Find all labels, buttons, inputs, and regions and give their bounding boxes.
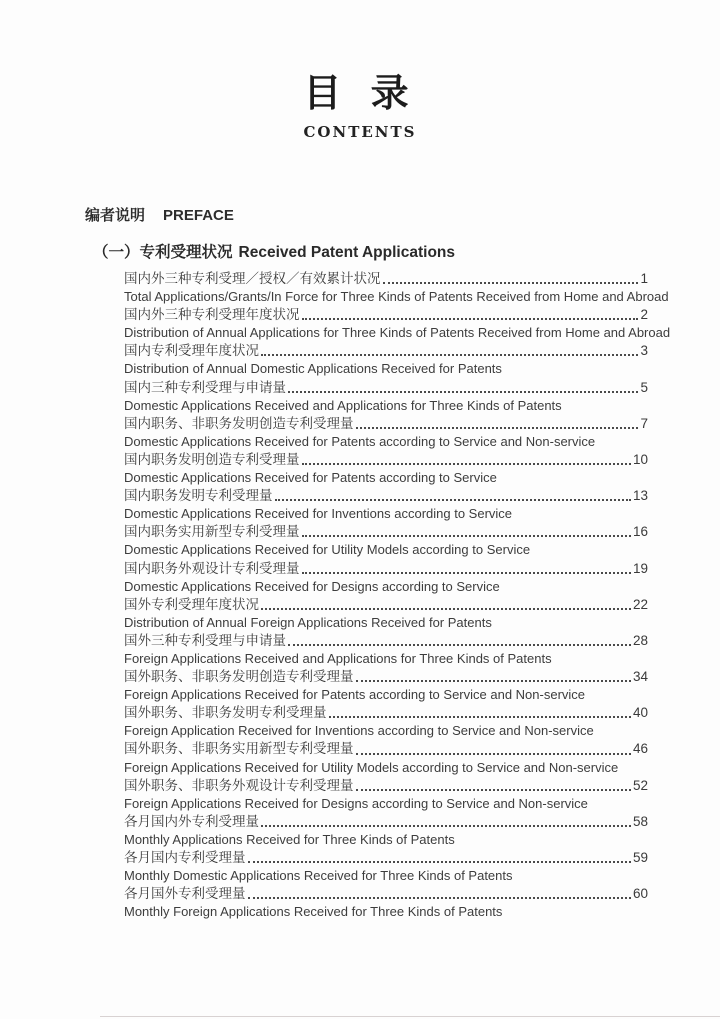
- toc-entry: [124, 596, 648, 632]
- entry-page-number: 59: [632, 850, 648, 865]
- dot-leader: [275, 499, 631, 501]
- dot-leader: [288, 644, 631, 646]
- entry-title-zh: 各月国内外专利受理量: [124, 813, 259, 829]
- toc-entry: [124, 777, 648, 813]
- page-subtitle: CONTENTS: [303, 123, 417, 141]
- entry-title-zh: 国外三种专利受理与申请量: [124, 632, 286, 648]
- dot-leader: [261, 825, 631, 827]
- page-title: 目 录: [303, 70, 417, 115]
- entry-title-zh: 国外职务、非职务实用新型专利受理量: [124, 741, 354, 757]
- entry-page-number: 28: [632, 632, 648, 648]
- entry-title-zh: 国外职务、非职务发明创造专利受理量: [124, 669, 354, 685]
- entry-title-en: Foreign Applications Received for Utility Models according to Service and Non-service: [124, 759, 619, 775]
- toc-entry: [124, 704, 648, 740]
- section-heading: [93, 240, 720, 262]
- section-title-en: Received Patent Applications: [238, 244, 456, 261]
- dot-leader: [356, 680, 631, 682]
- dot-leader: [302, 463, 631, 465]
- section-title-zh: （一）专利受理状况: [93, 244, 233, 261]
- entry-title-en: Foreign Application Received for Inventions according to Service and Non-service: [124, 723, 594, 739]
- toc-entry: [124, 885, 648, 921]
- dot-leader: [248, 861, 631, 863]
- toc-entry: [124, 813, 648, 849]
- entry-title-en: Distribution of Annual Domestic Applications Received for Patents: [124, 361, 502, 377]
- entry-page-number: 52: [632, 777, 648, 793]
- toc-entry: [124, 379, 648, 415]
- toc-entry: [124, 740, 648, 776]
- toc-entry: [124, 451, 648, 487]
- preface-label-zh: 编者说明: [85, 207, 146, 224]
- dot-leader: [356, 789, 631, 791]
- entry-title-en: Foreign Applications Received for Designs according to Service and Non-service: [124, 795, 588, 811]
- entry-page-number: 3: [640, 343, 648, 359]
- entry-page-number: 34: [632, 669, 648, 685]
- toc-entries: [124, 270, 671, 921]
- toc-entry: [124, 342, 648, 378]
- dot-leader: [261, 608, 631, 610]
- dot-leader: [383, 282, 639, 284]
- entry-title-zh: 各月国外专利受理量: [124, 886, 246, 902]
- entry-title-en: Domestic Applications Received for Utility Models according to Service: [124, 542, 531, 558]
- entry-title-zh: 国内职务发明创造专利受理量: [124, 451, 300, 467]
- entry-title-en: Domestic Applications Received for Inventions according to Service: [124, 506, 513, 522]
- entry-title-zh: 国内专利受理年度状况: [124, 343, 259, 359]
- preface-heading: [85, 204, 720, 225]
- toc-entry: [124, 560, 648, 596]
- entry-title-en: Monthly Applications Received for Three Kinds of Patents: [124, 831, 455, 847]
- entry-page-number: 13: [632, 488, 648, 504]
- dot-leader: [356, 427, 639, 429]
- entry-page-number: 1: [640, 271, 648, 286]
- dot-leader: [248, 897, 631, 899]
- toc-entry: [124, 270, 669, 306]
- dot-leader: [261, 354, 638, 356]
- entry-title-zh: 国内三种专利受理与申请量: [124, 379, 286, 395]
- entry-page-number: 19: [632, 560, 648, 576]
- entry-page-number: 22: [632, 596, 648, 612]
- page-edge-shadow: [100, 1016, 720, 1017]
- entry-page-number: 40: [632, 705, 648, 721]
- dot-leader: [302, 318, 639, 320]
- entry-page-number: 46: [632, 741, 648, 757]
- dot-leader: [302, 535, 631, 537]
- entry-title-zh: 国内外三种专利受理年度状况: [124, 307, 300, 323]
- toc-entry: [124, 415, 648, 451]
- entry-title-en: Domestic Applications Received for Designs according to Service: [124, 578, 500, 594]
- dot-leader: [329, 716, 631, 718]
- entry-title-zh: 国内职务外观设计专利受理量: [124, 560, 300, 576]
- entry-title-zh: 国内职务、非职务发明创造专利受理量: [124, 415, 354, 431]
- toc-entry: [124, 306, 671, 342]
- entry-page-number: 10: [632, 451, 648, 467]
- entry-title-en: Domestic Applications Received for Patents according to Service and Non-service: [124, 433, 596, 449]
- toc-entry: [124, 487, 648, 523]
- entry-page-number: 16: [632, 524, 648, 540]
- toc-entry: [124, 523, 648, 559]
- entry-page-number: 7: [640, 415, 648, 431]
- dot-leader: [302, 572, 631, 574]
- entry-page-number: 2: [640, 307, 648, 323]
- entry-title-zh: 国内职务实用新型专利受理量: [124, 524, 300, 540]
- entry-title-zh: 国外专利受理年度状况: [124, 596, 259, 612]
- entry-title-zh: 国外职务、非职务外观设计专利受理量: [124, 777, 354, 793]
- entry-title-en: Foreign Applications Received and Applications for Three Kinds of Patents: [124, 650, 552, 666]
- entry-title-en: Domestic Applications Received and Applications for Three Kinds of Patents: [124, 397, 562, 413]
- entry-title-en: Total Applications/Grants/In Force for Three Kinds of Patents Received from Home and Abroad: [124, 289, 669, 305]
- toc-entry: [124, 668, 648, 704]
- toc-entry: [124, 849, 648, 885]
- entry-page-number: 58: [632, 813, 648, 829]
- entry-title-zh: 国内职务发明专利受理量: [124, 488, 273, 504]
- toc-entry: [124, 632, 648, 668]
- entry-title-zh: 国内外三种专利受理／授权／有效累计状况: [124, 271, 381, 286]
- entry-title-en: Monthly Foreign Applications Received for Three Kinds of Patents: [124, 904, 503, 920]
- entry-title-zh: 各月国内专利受理量: [124, 850, 246, 865]
- entry-title-en: Monthly Domestic Applications Received for Three Kinds of Patents: [124, 868, 513, 884]
- entry-title-en: Foreign Applications Received for Patents according to Service and Non-service: [124, 687, 586, 703]
- dot-leader: [356, 753, 631, 755]
- preface-label-en: PREFACE: [163, 207, 234, 224]
- entry-page-number: 5: [640, 379, 648, 395]
- entry-title-en: Domestic Applications Received for Patents according to Service: [124, 470, 497, 486]
- entry-title-zh: 国外职务、非职务发明专利受理量: [124, 705, 327, 721]
- entry-title-en: Distribution of Annual Foreign Applications Received for Patents: [124, 614, 492, 630]
- entry-page-number: 60: [632, 886, 648, 902]
- entry-title-en: Distribution of Annual Applications for Three Kinds of Patents Received from Home and Abroad: [124, 325, 671, 341]
- dot-leader: [288, 391, 638, 393]
